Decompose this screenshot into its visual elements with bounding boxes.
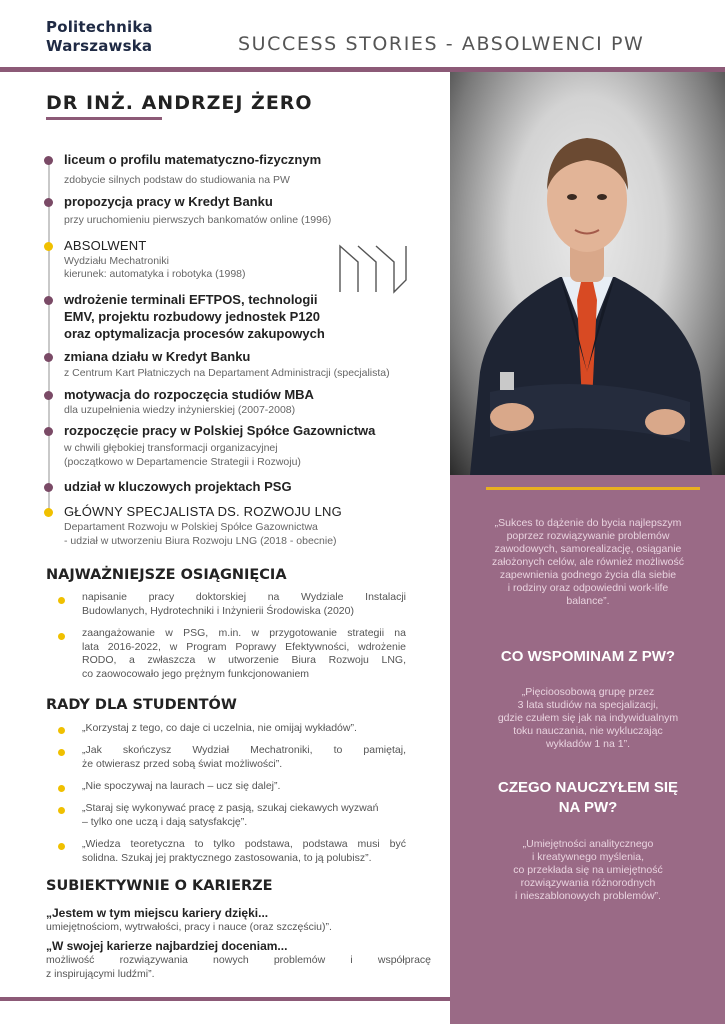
side-quote: „Sukces to dążenie do bycia najlepszym poprzez rozwiązywanie problemów zawodowych, samorealizację, osiąganie założonych celów, ale również możliwość zapewnienia godnego życia dla siebie i rodziny oraz odpowiedni work-life balance”.	[492, 517, 684, 607]
page-header-title: SUCCESS STORIES - ABSOLWENCI PW	[238, 33, 645, 55]
advice-item: „Nie spoczywaj na laurach – ucz się dalej”.	[82, 780, 281, 792]
bullet	[58, 807, 65, 814]
portrait-photo	[450, 72, 725, 475]
gold-divider	[486, 487, 700, 490]
timeline-dot	[44, 483, 53, 492]
timeline-sub: zdobycie silnych podstaw do studiowania na PW	[64, 174, 290, 186]
timeline-title: udział w kluczowych projektach PSG	[64, 479, 292, 494]
bullet	[58, 727, 65, 734]
timeline-sub: dla uzupełnienia wiedzy inżynierskiej (2007-2008)	[64, 404, 296, 416]
timeline-title: rozpoczęcie pracy w Polskiej Spółce Gazownictwa	[64, 423, 376, 438]
bottom-divider	[0, 997, 450, 1001]
timeline-sub: (początkowo w Departamencie Strategii i Rozwoju)	[64, 456, 301, 468]
timeline-dot	[44, 156, 53, 165]
bullet	[58, 749, 65, 756]
timeline-title: propozycja pracy w Kredyt Banku	[64, 194, 273, 209]
side-learned-text: „Umiejętności analitycznego i kreatywnego myślenia, co przekłada się na umiejętność rozwiązywania różnorodnych i nieszablonowych problemów”.	[513, 838, 663, 902]
timeline-title: oraz optymalizacja procesów zakupowych	[64, 326, 325, 341]
timeline-sub: Wydziału Mechatroniki	[64, 255, 169, 267]
timeline-dot	[44, 198, 53, 207]
timeline-title: ABSOLWENT	[64, 238, 147, 253]
timeline-dot-highlight	[44, 242, 53, 251]
timeline-title: liceum o profilu matematyczno-fizycznym	[64, 152, 322, 167]
career-quote-head: „Jestem w tym miejscu kariery dzięki...	[46, 906, 269, 920]
timeline-title: GŁÓWNY SPECJALISTA DS. ROZWOJU LNG	[64, 504, 342, 519]
timeline-title: zmiana działu w Kredyt Banku	[64, 349, 251, 364]
achievements-heading: NAJWAŻNIEJSZE OSIĄGNIĘCIA	[46, 567, 287, 583]
timeline-line	[48, 160, 50, 515]
career-quote-text: z inspirującymi ludźmi”.	[46, 968, 155, 980]
bullet	[58, 597, 65, 604]
advice-heading: RADY DLA STUDENTÓW	[46, 697, 237, 713]
timeline-title: EMV, projektu rozbudowy jednostek P120	[64, 309, 320, 324]
timeline-sub: przy uruchomieniu pierwszych bankomatów online (1996)	[64, 214, 332, 226]
pw-monogram-icon	[338, 242, 408, 294]
advice-item: „Wiedza teoretyczna to tylko podstawa, podstawa musi być solidna. Szukaj jej praktycznego zastosowania, to ją polubisz”.	[82, 838, 406, 864]
achievement-item: zaangażowanie w PSG, m.in. w przygotowanie strategii na lata 2016-2022, w Program Poprawy Efektywności, wdrożenie RODO, a zwłaszcza w utworzenie Biura Rozwoju LNG, co zaowocowało jego prężnym funkcjonowaniem	[82, 627, 406, 680]
achievement-item: napisanie pracy doktorskiej na Wydziale Instalacji Budowlanych, Hydrotechniki i Inżynierii Środowiska (2020)	[82, 591, 406, 617]
advice-item: „Staraj się wykonywać pracę z pasją, szukaj ciekawych wyzwań – tylko one uczą i dają satysfakcję”.	[82, 802, 379, 828]
timeline-title: motywacja do rozpoczęcia studiów MBA	[64, 387, 314, 402]
side-heading-memories: CO WSPOMINAM Z PW?	[500, 648, 676, 665]
career-quote-text: możliwość rozwiązywania nowych problemów i współpracę	[46, 954, 431, 966]
name-underline	[46, 117, 162, 120]
timeline-title: wdrożenie terminali EFTPOS, technologii	[64, 292, 318, 307]
timeline-sub: Departament Rozwoju w Polskiej Spółce Gazownictwa	[64, 521, 318, 533]
career-heading: SUBIEKTYWNIE O KARIERZE	[46, 878, 273, 894]
bullet	[58, 785, 65, 792]
timeline-sub: z Centrum Kart Płatniczych na Departament Administracji (specjalista)	[64, 367, 390, 379]
timeline-sub: w chwili głębokiej transformacji organizacyjnej	[64, 442, 278, 454]
timeline-sub: kierunek: automatyka i robotyka (1998)	[64, 268, 246, 280]
career-quote-text: umiejętnościom, wytrwałości, pracy i nauce (oraz szczęściu)”.	[46, 921, 332, 933]
career-quote-head: „W swojej karierze najbardziej doceniam...	[46, 939, 288, 953]
timeline-dot	[44, 353, 53, 362]
advice-item: „Jak skończysz Wydział Mechatroniki, to pamiętaj, że otwierasz przed sobą świat możliwości”.	[82, 744, 406, 770]
bullet	[58, 633, 65, 640]
timeline-sub: - udział w utworzeniu Biura Rozwoju LNG (2018 - obecnie)	[64, 535, 337, 547]
timeline-dot	[44, 391, 53, 400]
timeline-dot	[44, 296, 53, 305]
timeline-dot	[44, 427, 53, 436]
logo-line1: Politechnika	[46, 18, 153, 36]
portrait-illustration	[450, 72, 725, 475]
timeline-dot-highlight	[44, 508, 53, 517]
side-memories-text: „Pięcioosobową grupę przez 3 lata studiów na specjalizacji, gdzie czułem się jak na indywidualnym toku nauczania, nie wykluczając wykładów 1 na 1”.	[497, 686, 679, 750]
logo-line2: Warszawska	[46, 37, 153, 55]
advice-item: „Korzystaj z tego, co daje ci uczelnia, nie omijaj wykładów”.	[82, 722, 357, 734]
bullet	[58, 843, 65, 850]
person-name: DR INŻ. ANDRZEJ ŻERO	[46, 92, 313, 114]
side-heading-learned: CZEGO NAUCZYŁEM SIĘ NA PW?	[497, 779, 678, 816]
